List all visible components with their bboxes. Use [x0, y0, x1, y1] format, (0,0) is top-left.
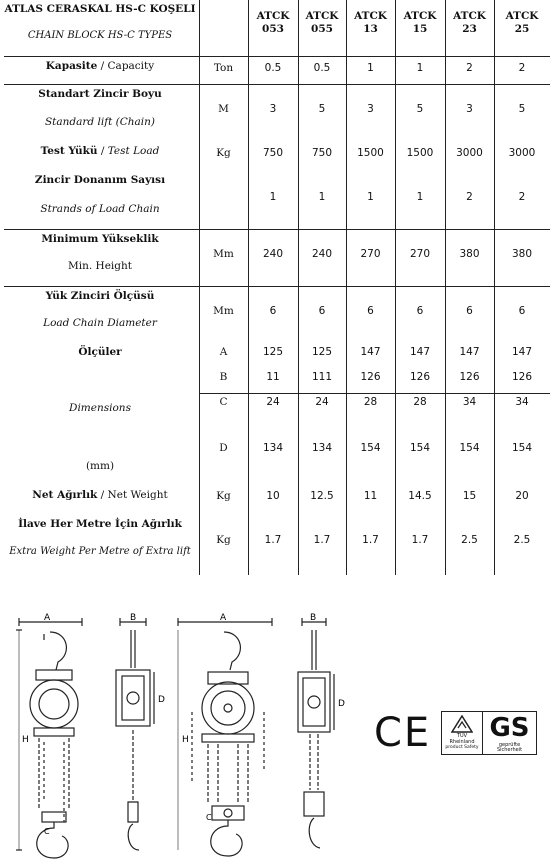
- drawing-double-fall-front: [172, 612, 282, 860]
- dim-label-h: H: [22, 735, 29, 745]
- value-cell: 240: [311, 248, 333, 260]
- value-cell: 12.5: [310, 490, 334, 502]
- table-divider: [199, 393, 550, 394]
- value-cell: 2.5: [461, 534, 478, 546]
- value-cell: 6: [318, 305, 326, 317]
- model-header: ATCK 055: [305, 10, 339, 35]
- value-cell: 126: [360, 371, 381, 383]
- value-cell: 240: [262, 248, 284, 260]
- value-cell: 11: [363, 490, 378, 502]
- value-cell: 2: [466, 62, 473, 74]
- value-cell: 134: [311, 442, 333, 454]
- model-header: ATCK 23: [453, 10, 486, 35]
- value-cell: 1500: [406, 147, 434, 159]
- drawing-single-fall-side: [106, 612, 172, 860]
- model-header: ATCK 15: [403, 10, 437, 35]
- value-cell: 154: [360, 442, 381, 454]
- table-divider: [4, 286, 550, 287]
- table-title: ATLAS CERASKAL HS-C KOŞELI: [4, 3, 196, 15]
- value-cell: 6: [367, 305, 374, 317]
- value-cell: 125: [262, 346, 284, 358]
- model-header: ATCK 13: [354, 10, 387, 35]
- dim-label-h: H: [182, 735, 189, 745]
- value-cell: 5: [318, 103, 326, 115]
- value-cell: 380: [511, 248, 533, 260]
- unit-dim-c: C: [219, 396, 228, 408]
- value-cell: 1.7: [313, 534, 331, 546]
- unit-dim-a: A: [219, 346, 228, 358]
- row-label-net-weight: Net Ağırlık / Net Weight: [32, 489, 168, 501]
- value-cell: 126: [511, 371, 533, 383]
- value-cell: 750: [311, 147, 333, 159]
- value-cell: 1.7: [264, 534, 282, 546]
- dim-label-b: B: [310, 613, 317, 623]
- gs-sub: geprüfte: [498, 742, 521, 748]
- table-divider: [4, 56, 550, 57]
- gs-sub: Sicherheit: [496, 747, 523, 753]
- row-label-min-height: Minimum Yükseklik: [41, 233, 159, 245]
- value-cell: 1.7: [362, 534, 379, 546]
- row-label-strands-en: Strands of Load Chain: [40, 203, 160, 215]
- unit-capacity: Ton: [213, 62, 234, 74]
- value-cell: 134: [262, 442, 284, 454]
- value-cell: 3000: [508, 147, 536, 159]
- unit-dim-d: D: [219, 442, 228, 454]
- unit-test-load: Kg: [216, 147, 231, 159]
- value-cell: 154: [409, 442, 431, 454]
- value-cell: 11: [266, 371, 280, 383]
- dim-label-b: B: [130, 613, 137, 623]
- value-cell: 125: [311, 346, 333, 358]
- row-label-capacity: Kapasite / Capacity: [45, 60, 155, 72]
- value-cell: 6: [416, 305, 424, 317]
- value-cell: 270: [360, 248, 381, 260]
- value-cell: 1.7: [411, 534, 429, 546]
- row-label-dimensions-unit: (mm): [85, 460, 115, 472]
- value-cell: 380: [459, 248, 480, 260]
- tuv-text: Rheinland: [449, 739, 475, 745]
- dim-label-a: A: [44, 613, 51, 623]
- value-cell: 5: [518, 103, 526, 115]
- tuv-panel: [442, 712, 483, 754]
- table-divider: [298, 0, 299, 575]
- value-cell: 126: [409, 371, 431, 383]
- value-cell: 3: [269, 103, 277, 115]
- table-divider: [494, 0, 495, 575]
- row-label-extra-weight: İlave Her Metre İçin Ağırlık: [18, 518, 182, 530]
- row-label-chain-dia-en: Load Chain Diameter: [43, 317, 157, 329]
- value-cell: 24: [266, 396, 280, 408]
- dim-label-d: D: [338, 699, 345, 709]
- value-cell: 1: [367, 62, 374, 74]
- dim-label-c: C: [44, 827, 50, 836]
- unit-lift: M: [218, 103, 229, 115]
- unit-extra-weight: Kg: [216, 534, 231, 546]
- value-cell: 3000: [456, 147, 483, 159]
- value-cell: 3: [466, 103, 473, 115]
- unit-chain-dia: Mm: [213, 305, 234, 317]
- row-label-dimensions: Ölçüler: [78, 346, 122, 358]
- model-header: ATCK 25: [505, 10, 539, 35]
- value-cell: 147: [409, 346, 431, 358]
- value-cell: 28: [413, 396, 427, 408]
- dim-label-d: D: [158, 695, 165, 705]
- value-cell: 2: [518, 62, 526, 74]
- value-cell: 1: [269, 191, 277, 203]
- value-cell: 1: [367, 191, 374, 203]
- value-cell: 0.5: [313, 62, 331, 74]
- ce-mark: CE: [374, 710, 432, 756]
- value-cell: 6: [269, 305, 277, 317]
- value-cell: 24: [315, 396, 329, 408]
- dim-label-a: A: [220, 613, 227, 623]
- value-cell: 1: [416, 62, 424, 74]
- value-cell: 1: [318, 191, 326, 203]
- table-divider: [4, 229, 550, 230]
- unit-min-height: Mm: [213, 248, 234, 260]
- value-cell: 750: [262, 147, 284, 159]
- tuv-triangle-icon: [451, 715, 473, 733]
- value-cell: 6: [518, 305, 526, 317]
- gs-text: GS: [489, 713, 530, 743]
- value-cell: 6: [466, 305, 473, 317]
- value-cell: 34: [462, 396, 477, 408]
- value-cell: 15: [462, 490, 477, 502]
- value-cell: 10: [266, 490, 280, 502]
- model-header: ATCK 053: [256, 10, 290, 35]
- row-label-chain-dia: Yük Zinciri Ölçüsü: [45, 290, 155, 302]
- drawing-double-fall-side: [288, 612, 352, 860]
- drawing-single-fall-front: [14, 612, 94, 860]
- dim-label-c: C: [206, 813, 212, 822]
- table-divider: [395, 0, 396, 575]
- table-divider: [445, 0, 446, 575]
- value-cell: 147: [511, 346, 533, 358]
- tuv-text: product Safety: [445, 745, 479, 750]
- tuv-gs-logo: [441, 711, 537, 755]
- value-cell: 0.5: [264, 62, 282, 74]
- value-cell: 14.5: [408, 490, 432, 502]
- value-cell: 3: [367, 103, 374, 115]
- value-cell: 1: [416, 191, 424, 203]
- unit-dim-b: B: [219, 371, 228, 383]
- value-cell: 2.5: [513, 534, 531, 546]
- value-cell: 2: [518, 191, 526, 203]
- row-label-dimensions-en: Dimensions: [69, 402, 131, 414]
- row-label-min-height-en: Min. Height: [68, 260, 132, 272]
- value-cell: 2: [466, 191, 473, 203]
- value-cell: 154: [511, 442, 533, 454]
- value-cell: 20: [515, 490, 529, 502]
- value-cell: 154: [459, 442, 480, 454]
- row-label-lift-en: Standard lift (Chain): [44, 116, 156, 128]
- table-divider: [346, 0, 347, 575]
- value-cell: 5: [416, 103, 424, 115]
- value-cell: 34: [515, 396, 529, 408]
- value-cell: 1500: [357, 147, 384, 159]
- row-label-lift: Standart Zincir Boyu: [38, 88, 162, 100]
- value-cell: 126: [459, 371, 480, 383]
- value-cell: 147: [360, 346, 381, 358]
- value-cell: 270: [409, 248, 431, 260]
- table-subtitle: CHAIN BLOCK HS-C TYPES: [27, 30, 173, 41]
- table-divider: [4, 84, 550, 85]
- row-label-extra-weight-en: Extra Weight Per Metre of Extra lift: [9, 546, 191, 557]
- unit-net-weight: Kg: [216, 490, 231, 502]
- row-label-strands: Zincir Donanım Sayısı: [34, 174, 166, 186]
- table-divider: [199, 0, 200, 575]
- tuv-text: TÜV: [456, 733, 468, 739]
- gs-panel: [483, 712, 536, 754]
- value-cell: 111: [311, 371, 333, 383]
- row-label-test-load: Test Yükü / Test Load: [40, 145, 160, 157]
- table-divider: [248, 0, 249, 575]
- value-cell: 147: [459, 346, 480, 358]
- value-cell: 28: [363, 396, 378, 408]
